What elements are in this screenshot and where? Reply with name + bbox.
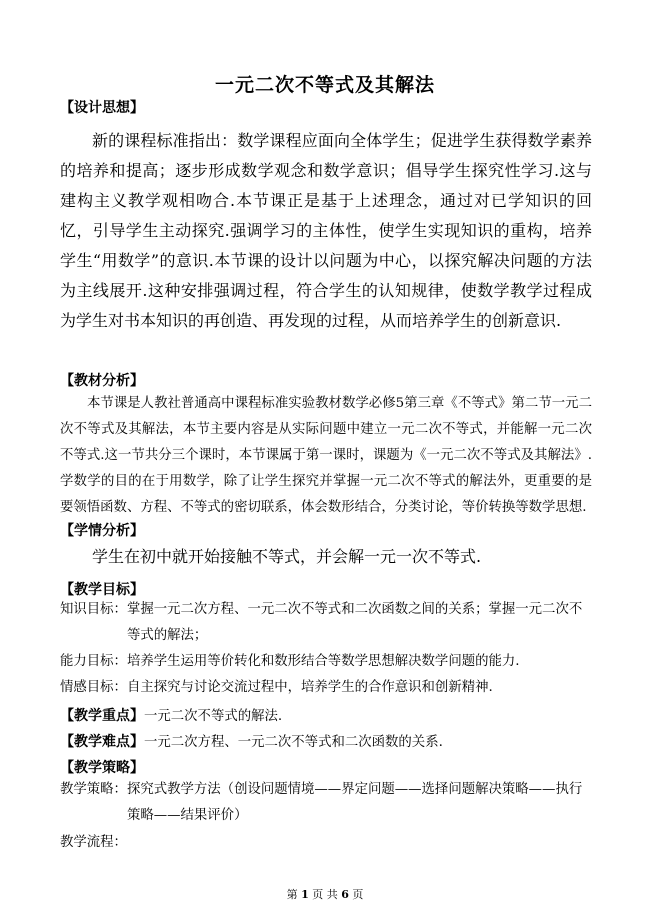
- strategy-text: 探究式教学方法（创设问题情境——界定问题——选择问题解决策略——执行策略——结果评价）: [126, 782, 583, 823]
- heading-key-point: 【教学重点】: [60, 708, 144, 724]
- key-point: [60, 703, 282, 730]
- document-title: 一元二次不等式及其解法: [214, 74, 435, 96]
- paragraph-design: 新的课程标准指出：数学课程应面向全体学生；促进学生获得数学素养的培养和提高；逐步形成数学观念和数学意识；倡导学生探究性学习.这与建构主义教学观相吻合.本节课正是基于上述理念，通过对已学知识的回忆，引导学生主动探究.强调学习的主体性，使学生实现知识的重构，培养学生“用数学”的意识.本节课的设计以问题为中心，以探究解决问题的方法为主线展开.这种安排强调过程，符合学生的认知规律，使数学教学过程成为学生对书本知识的再创造、再发现的过程，从而培养学生的创新意识.: [60, 131, 592, 330]
- page-footer: [0, 886, 650, 902]
- strategy-label: 教学策略：: [60, 782, 127, 797]
- footer-middle: 页 共: [312, 888, 338, 901]
- heading-difficulty: 【教学难点】: [60, 734, 144, 750]
- goal-ability: [60, 649, 592, 675]
- flow-label: 教学流程：: [60, 835, 127, 850]
- goal-label: 知识目标：: [60, 602, 127, 617]
- heading-strategy: 【教学策略】: [60, 760, 144, 776]
- total-page-number: 6: [341, 888, 349, 901]
- difficulty-text: 一元二次方程、一元二次不等式和二次函数的关系.: [144, 735, 443, 750]
- heading-material: 【教材分析】: [60, 373, 144, 389]
- heading-students: 【学情分析】: [60, 523, 144, 539]
- strategy-row: [60, 777, 592, 829]
- goal-text: 培养学生运用等价转化和数形结合等数学思想解决数学问题的能力.: [126, 654, 520, 669]
- goal-label: 情感目标：: [60, 680, 127, 695]
- key-point-text: 一元二次不等式的解法.: [144, 709, 283, 724]
- goal-knowledge: [60, 597, 592, 649]
- goal-text: 掌握一元二次方程、一元二次不等式和二次函数之间的关系；掌握一元二次不等式的解法；: [126, 602, 583, 643]
- heading-goals: 【教学目标】: [60, 582, 144, 598]
- footer-suffix: 页: [352, 888, 364, 901]
- footer-prefix: 第: [286, 888, 298, 901]
- goal-emotion: [60, 675, 592, 701]
- heading-design: 【设计思想】: [60, 100, 144, 116]
- paragraph-material: 本节课是人教社普通高中课程标准实验教材数学必修5第三章《不等式》第二节一元二次不等式及其解法，本节主要内容是从实际问题中建立一元二次不等式，并能解一元二次不等式.这一节共分三个课时，本节课属于第一课时，课题为《一元二次不等式及其解法》.学数学的目的在于用数学，除了让学生探究并掌握一元二次不等式的解法外，更重要的是要领悟函数、方程、不等式的密切联系，体会数形结合，分类讨论，等价转换等数学思想.: [60, 396, 592, 515]
- difficulty: [60, 729, 443, 756]
- current-page-number: 1: [301, 888, 309, 901]
- goal-label: 能力目标：: [60, 654, 127, 669]
- goal-text: 自主探究与讨论交流过程中，培养学生的合作意识和创新精神.: [126, 680, 493, 695]
- paragraph-students: 学生在初中就开始接触不等式，并会解一元一次不等式.: [92, 547, 482, 566]
